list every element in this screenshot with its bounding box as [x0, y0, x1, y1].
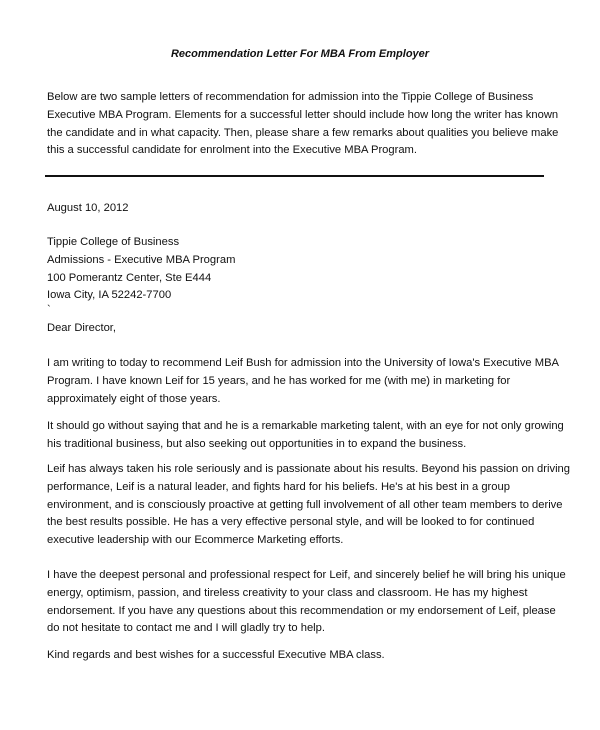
horizontal-rule [45, 175, 544, 177]
closing-paragraph [47, 647, 567, 665]
paragraph-3 [47, 461, 570, 550]
text-line: this a successful candidate for enrolment into the Executive MBA Program. [47, 144, 417, 157]
recipient-address [47, 234, 567, 320]
address-line: Iowa City, IA 52242-7700 [47, 289, 172, 302]
text-line: Leif has always taken his role seriously and is passionate about his results. Beyond his passion on driving [47, 463, 570, 475]
text-line: Kind regards and best wishes for a successful Executive MBA class. [47, 649, 385, 661]
text-line: It should go without saying that and he is a remarkable marketing talent, with an eye for not only growing [47, 420, 564, 432]
text-line: endorsement. If you have any questions about this recommendation or my endorsement of Leif, please [47, 604, 556, 617]
paragraph-1 [47, 355, 567, 408]
salutation-text: Dear Director, [47, 322, 117, 334]
document-title: Recommendation Letter For MBA From Employer [170, 48, 430, 60]
address-line: 100 Pomerantz Center, Ste E444 [47, 271, 212, 284]
text-line: Executive MBA Program. Elements for a successful letter should include how long the writer has known [47, 108, 559, 121]
text-line: do not hesitate to contact me and I will gladly try to help. [47, 622, 325, 635]
text-line: I have the deepest personal and professional respect for Leif, and sincerely belief he will bring his unique [47, 569, 566, 581]
text-line: the best results possible. He has a very effective personal style, and will be looked to for continued [47, 516, 535, 529]
letter-date [47, 200, 567, 218]
date-text: August 10, 2012 [47, 202, 129, 214]
paragraph-2 [47, 418, 567, 454]
address-line: Admissions - Executive MBA Program [47, 253, 236, 266]
address-line: ` [47, 304, 51, 317]
text-line: performance, Leif is a natural leader, and fights hard for his beliefs. He's at his best in a group [47, 480, 510, 493]
text-line: Below are two sample letters of recommendation for admission into the Tippie College of Business [47, 91, 534, 103]
paragraph-4 [47, 567, 567, 638]
text-line: executive leadership with our Ecommerce Marketing efforts. [47, 534, 344, 547]
salutation [47, 320, 567, 338]
address-line: Tippie College of Business [47, 236, 180, 248]
text-line: approximately eight of those years. [47, 392, 221, 405]
text-line: Program. I have known Leif for 15 years, and he has worked for me (with me) in marketing for [47, 374, 511, 387]
text-line: his traditional business, but also seeking out opportunities in to expand the business. [47, 437, 467, 450]
text-line: the candidate and in what capacity. Then, please share a few remarks about qualities you believe make [47, 126, 559, 139]
text-line: I am writing to today to recommend Leif Bush for admission into the University of Iowa's Executive MBA [47, 357, 560, 369]
intro-paragraph [47, 89, 567, 160]
text-line: environment, and is consciously proactive at getting full involvement of all other team members to derive [47, 498, 563, 511]
text-line: energy, optimism, passion, and tireless creativity to your class and classroom. He has my highest [47, 586, 528, 599]
